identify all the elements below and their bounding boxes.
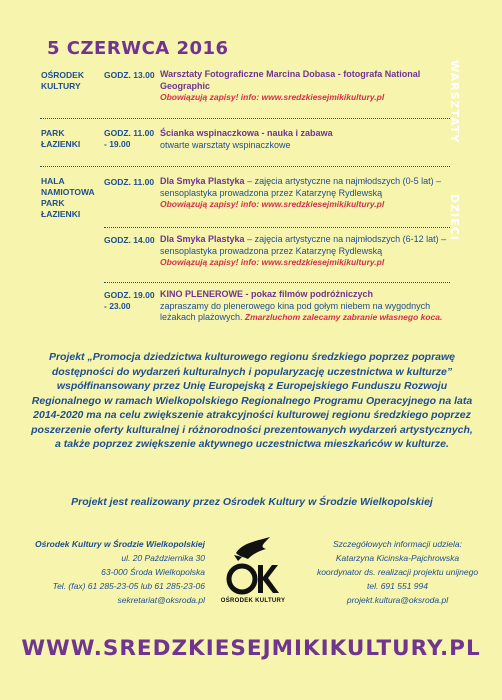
contact-email[interactable]: projekt.kultura@oksroda.pl [346,595,449,605]
project-realized-by: Projekt jest realizowany przez Ośrodek Kultury w Środzie Wielkopolskiej [71,496,433,508]
logo-caption: OŚRODEK KULTURY [220,598,286,604]
schedule-time: GODZ. 13.00 [104,70,155,80]
contact-heading: Szczegółowych informacji udziela: [333,539,462,549]
schedule-event [160,234,448,269]
website-link[interactable]: WWW.SREDZKIESEJMIKIKULTURY.PL [21,636,481,661]
event-desc: zapraszamy do plenerowego kina pod gołym niebem na wygodnych leżakach plażowych. [160,300,431,322]
contact-left [25,537,205,607]
schedule-time: GODZ. 19.00 - 23.00 [104,290,155,311]
schedule-event [160,128,448,151]
org-phone: Tel. (fax) 61 285-23-05 lub 61 285-23-06 [52,581,205,591]
schedule-place: PARK ŁAZIENKI [41,128,81,149]
schedule-time: GODZ. 11.00 [104,177,155,187]
schedule-place: OŚRODEK KULTURY [41,70,84,91]
schedule-time: GODZ. 11.00 - 19.00 [104,128,155,149]
side-label-dzieci: DZIECI [448,194,461,241]
event-title: KINO PLENEROWE - pokaz filmów podróżniczych [160,289,374,299]
row-separator [104,227,450,228]
org-name: Ośrodek Kultury w Środzie Wielkopolskiej [35,539,205,549]
ok-bird-logo-icon [222,535,284,597]
project-description: Projekt „Promocja dziedzictwa kulturowego regionu średzkiego poprzez poprawę dostępności do wydarzeń kulturalnych i popularyzację uczestnictwa w kulturze” współfinansowany przez Unię Europejską z Europejskiego Funduszu Rozwoju Regionalnego w ramach Wielkopolskiego Regionalnego Programu Operacyjnego na lata 2014-2020 ma na celu zwiększenie atrakcyjności kulturowej regionu średzkiego poprzez poszerzenie oferty kulturalnej i różnorodności prezentowanych wydarzeń artystycznych, a także poprzez zwiększenie aktywnego uczestnictwa mieszkańców w kulturze. [31,351,473,450]
event-note: Zmarzluchom zalecamy zabranie własnego koca. [242,312,443,322]
contact-role: koordynator ds. realizacji projektu unijnego [316,567,479,577]
row-separator [40,118,450,119]
event-title: Warsztaty Fotograficzne Marcina Dobasa - fotografa National Geographic [160,69,421,91]
event-desc: – zajęcia artystyczne na najmłodszych (6-12 lat) – sensoplastyka prowadzona przez Katarzynę Rydlewską [160,234,447,256]
org-email[interactable]: sekretariat@oksroda.pl [117,595,205,605]
schedule-place: HALA NAMIOTOWA PARK ŁAZIENKI [41,176,95,219]
schedule-event [160,176,448,211]
event-note: Obowiązują zapisy! info: www.sredzkiesejmikikultury.pl [160,92,385,102]
side-label-warsztaty: WARSZTATY [448,60,461,144]
schedule-time: GODZ. 14.00 [104,235,155,245]
event-title: Dla Smyka Plastyka [160,176,245,186]
event-title: Dla Smyka Plastyka [160,234,245,244]
org-street: ul. 20 Października 30 [121,553,205,563]
event-title: Ścianka wspinaczkowa - nauka i zabawa [160,128,333,138]
row-separator [104,282,450,283]
org-city: 63-000 Środa Wielkopolska [101,567,205,577]
event-desc: otwarte warsztaty wspinaczkowe [160,139,291,150]
contact-right [310,537,485,607]
contact-person: Katarzyna Kicinska-Pajchrowska [335,553,460,563]
row-separator [40,166,450,167]
event-date: 5 CZERWCA 2016 [47,38,229,59]
schedule-event [160,289,448,324]
event-desc: – zajęcia artystyczne na najmłodszych (0-5 lat) – sensoplastyka prowadzona przez Katarzynę Rydlewską [160,176,442,198]
schedule-event [160,69,448,104]
contact-phone: tel. 691 551 994 [367,581,428,591]
event-note: Obowiązują zapisy! info: www.sredzkiesejmikikultury.pl [160,199,385,209]
event-note: Obowiązują zapisy! info: www.sredzkiesejmikikultury.pl [160,257,385,267]
